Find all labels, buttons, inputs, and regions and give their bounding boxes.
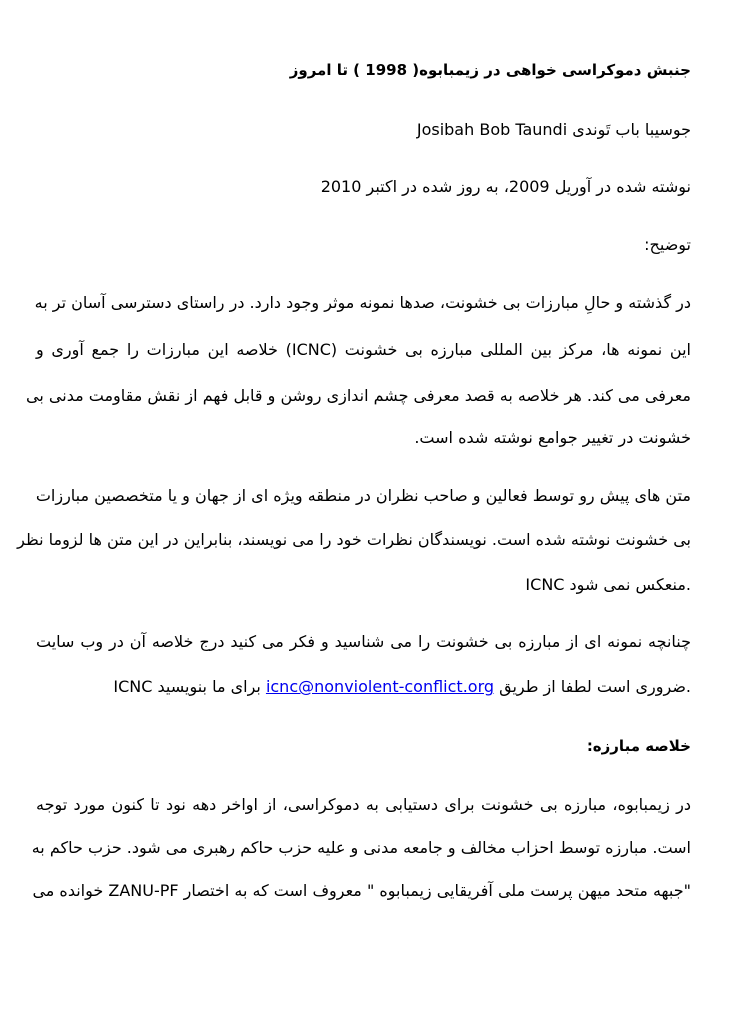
summary-line-2: است. مبارزه توسط احزاب مخالف و جامعه مدنی و علیه حزب حاکم رهبری می شود. حزب حاکم به bbox=[31, 838, 691, 857]
contact-line-1: چنانچه نمونه ای از مبارزه بی خشونت را می شناسید و فکر می کنید درج خلاصه آن در وب سایت bbox=[36, 632, 691, 651]
authors-line-3: ICNC منعکس نمی شود. bbox=[525, 575, 691, 594]
document-title: جنبش دموکراسی خواهی در زیمبابوه( 1998 ) تا امروز bbox=[289, 61, 691, 79]
author-latin-name: Josibah Bob Taundi bbox=[416, 120, 568, 139]
summary-line-3: "جبهه متحد میهن پرست ملی آفریقایی زیمبابوه " معروف است که به اختصار ZANU-PF خوانده می bbox=[32, 881, 691, 900]
contact-email-link[interactable]: icnc@nonviolent-conflict.org bbox=[265, 677, 495, 696]
explanation-line-3: معرفی می کند. هر خلاصه به قصد معرفی چشم اندازی روشن و قابل فهم از نقش مقاومت مدنی بی bbox=[26, 386, 691, 405]
authors-line-1: متن های پیش رو توسط فعالین و صاحب نظران در منطقه ویژه ای از جهان و یا متخصصین مبارزات bbox=[35, 486, 691, 505]
explanation-line-1: در گذشته و حالِ مبارزات بی خشونت، صدها نمونه موثر وجود دارد. در راستای دسترسی آسان تر به bbox=[34, 293, 691, 312]
summary-line-1: در زیمبابوه، مبارزه بی خشونت برای دستیابی به دموکراسی، از اواخر دهه نود تا کنون مورد توجه bbox=[36, 795, 691, 814]
authors-line-2: بی خشونت نوشته شده است. نویسندگان نظرات خود را می نویسند، بنابراین در این متن ها لزوما نظر bbox=[17, 530, 691, 549]
summary-heading: خلاصه مبارزه: bbox=[586, 737, 691, 755]
document-page bbox=[17, 0, 692, 1022]
author-line bbox=[417, 120, 691, 140]
date-line: نوشته شده در آوریل 2009، به روز شده در اکتبر 2010 bbox=[320, 177, 691, 196]
author-persian-name: جوسیبا باب تَوندی bbox=[572, 120, 691, 139]
contact-text-before: ICNC ضروری است لطفا از طریق bbox=[113, 677, 686, 696]
explanation-line-2: این نمونه ها، مرکز بین المللی مبارزه بی خشونت (ICNC) خلاصه این مبارزات را جمع آوری و bbox=[36, 340, 692, 359]
explanation-line-4: خشونت در تغییر جوامع نوشته شده است. bbox=[414, 428, 691, 447]
contact-line-2 bbox=[113, 677, 691, 697]
explanation-heading: توضیح: bbox=[644, 235, 691, 254]
contact-text-after: برای ما بنویسید. bbox=[157, 677, 691, 696]
